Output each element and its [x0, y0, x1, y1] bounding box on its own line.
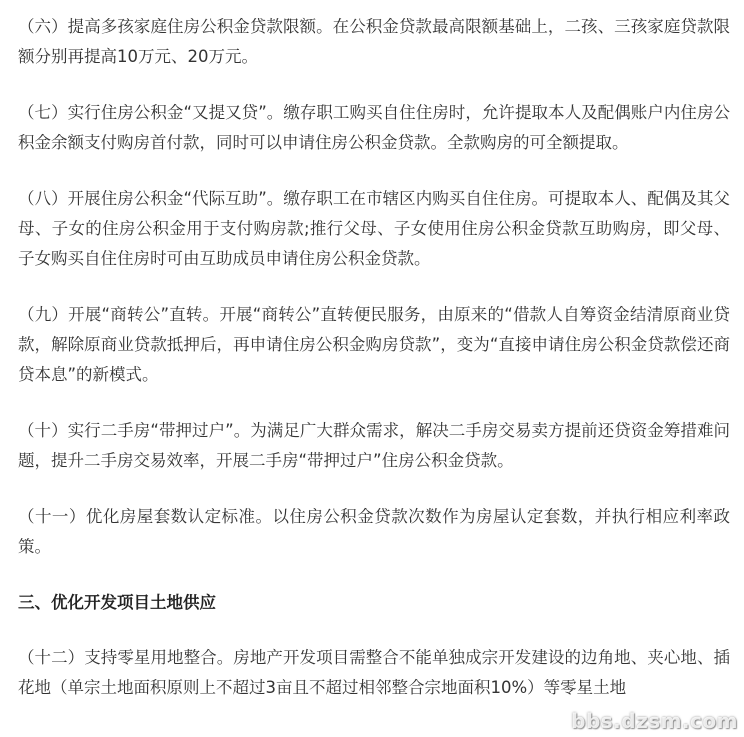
paragraph-12: （十二）支持零星用地整合。房地产开发项目需整合不能单独成宗开发建设的边角地、夹心地、插花地（单宗土地面积原则上不超过3亩且不超过相邻整合宗地面积10%）等零星土地: [18, 648, 730, 697]
site-watermark: bbs.dzsm.com: [571, 709, 738, 733]
paragraph-7: （七）实行住房公积金“又提又贷”。缴存职工购买自住住房时，允许提取本人及配偶账户内住房公积金余额支付购房首付款，同时可以申请住房公积金贷款。全款购房的可全额提取。: [18, 103, 730, 152]
paragraph-9: （九）开展“商转公”直转。开展“商转公”直转便民服务，由原来的“借款人自筹资金结清原商业贷款，解除原商业贷款抵押后，再申请住房公积金购房贷款”，变为“直接申请住房公积金贷款偿还商贷本息”的新模式。: [18, 305, 730, 384]
paragraph-8: （八）开展住房公积金“代际互助”。缴存职工在市辖区内购买自住住房。可提取本人、配偶及其父母、子女的住房公积金用于支付购房款;推行父母、子女使用住房公积金贷款互助购房，即父母、子女购买自住住房时可由互助成员申请住房公积金贷款。: [18, 189, 730, 268]
paragraph-10: （十）实行二手房“带押过户”。为满足广大群众需求，解决二手房交易卖方提前还贷资金筹措难问题，提升二手房交易效率，开展二手房“带押过户”住房公积金贷款。: [18, 421, 730, 470]
paragraph-11: （十一）优化房屋套数认定标准。以住房公积金贷款次数作为房屋认定套数，并执行相应利率政策。: [18, 507, 730, 556]
article-body: [18, 12, 730, 703]
section-heading: 三、优化开发项目土地供应: [18, 593, 216, 612]
paragraph-6: （六）提高多孩家庭住房公积金贷款限额。在公积金贷款最高限额基础上，二孩、三孩家庭贷款限额分别再提高10万元、20万元。: [18, 17, 730, 66]
